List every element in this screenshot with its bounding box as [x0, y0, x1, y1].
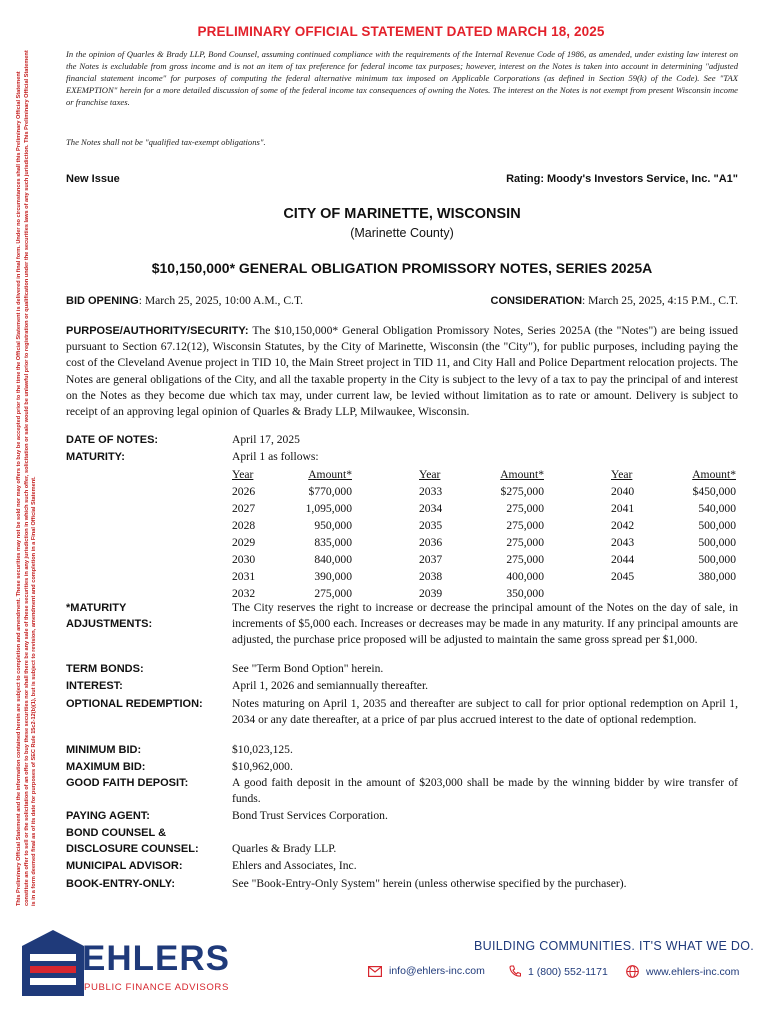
good-faith-value: A good faith deposit in the amount of $203,000 shall be made by the winning bidder by wire transfer of funds.: [232, 776, 738, 806]
table-cell: 2044: [611, 553, 635, 566]
table-cell: 840,000: [314, 553, 352, 566]
table-cell: 380,000: [698, 570, 736, 583]
table-cell: 1,095,000: [305, 502, 352, 515]
table-cell: 950,000: [314, 519, 352, 532]
interest-value: April 1, 2026 and semiannually thereafter.: [232, 679, 429, 692]
minimum-bid-label: MINIMUM BID:: [66, 744, 142, 756]
bond-counsel-label-2: DISCLOSURE COUNSEL:: [66, 843, 199, 855]
issuer-county: (Marinette County): [350, 226, 454, 240]
table-cell: 400,000: [506, 570, 544, 583]
table-cell: 350,000: [506, 587, 544, 600]
amount-header: Amount*: [692, 468, 736, 481]
year-header: Year: [232, 468, 254, 481]
table-cell: 2031: [232, 570, 256, 583]
table-cell: 2029: [232, 536, 256, 549]
optional-redemption-label: OPTIONAL REDEMPTION:: [66, 698, 203, 710]
footer-email[interactable]: [368, 965, 485, 977]
ehlers-logo: [22, 930, 230, 1000]
table-cell: 2035: [419, 519, 443, 532]
table-cell: 2038: [419, 570, 443, 583]
date-of-notes-label: DATE OF NOTES:: [66, 434, 159, 446]
phone-icon: [509, 965, 521, 978]
ehlers-mark-icon: [22, 930, 84, 996]
table-cell: 2034: [419, 502, 443, 515]
bid-opening-label: BID OPENING: [66, 295, 139, 307]
maturity-years-col2: [419, 466, 459, 602]
term-bonds-label: TERM BONDS:: [66, 663, 144, 675]
maturity-years-col3: [611, 466, 651, 585]
consideration: [491, 294, 738, 307]
paying-agent-label: PAYING AGENT:: [66, 810, 150, 822]
table-cell: 500,000: [698, 536, 736, 549]
logo-tagline: PUBLIC FINANCE ADVISORS: [84, 982, 229, 993]
table-cell: 2037: [419, 553, 443, 566]
table-cell: 2027: [232, 502, 256, 515]
table-cell: 275,000: [506, 553, 544, 566]
purpose-paragraph: [66, 323, 738, 420]
issuer-name: CITY OF MARINETTE, WISCONSIN: [283, 206, 521, 222]
side-disclaimer: This Preliminary Official Statement and the information contained herein are subject to completion and amendment. These securities may not be sold nor may offers to buy be accepted prior to the time the Official Statement is delivered in final form. Under no circumstances shall this Preliminary Official Statement constitute an offer to sell or the solicitation of an offer to buy these securities nor shall there be any sale of these securities in any jurisdiction in which such offer, solicitation or sale would be unlawful prior to registration or qualification under the securities laws of any such jurisdiction. This Preliminary Official Statement is in a form deemed final as of its date for purposes of SEC Rule 15c2-12(b)(1), but is subject to revision, amendment and completion in a Final Official Statement.: [16, 50, 38, 906]
table-cell: $450,000: [692, 485, 736, 498]
maturity-adj-label-2: ADJUSTMENTS:: [66, 618, 153, 630]
table-cell: 2042: [611, 519, 635, 532]
tax-opinion-paragraph: In the opinion of Quarles & Brady LLP, Bond Counsel, assuming continued compliance with the requirements of the Internal Revenue Code of 1986, as amended, under existing law interest on the Notes is excludable from gross income and is not an item of tax preference for federal income tax purposes; however, interest on the Notes is taken into account in determining "adjusted financial statement income" for purposes of computing the federal alternative minimum tax imposed on Applicable Corporations (as defined in Section 59(k) of the Code). See "TAX EXEMPTION" herein for a more detailed discussion of some of the federal income tax consequences of owning the Notes. The interest on the Notes is not exempt from present Wisconsin income or franchise taxes.: [66, 49, 738, 107]
offering-title: $10,150,000* GENERAL OBLIGATION PROMISSORY NOTES, SERIES 2025A: [151, 260, 653, 276]
amount-header: Amount*: [500, 468, 544, 481]
table-cell: 2033: [419, 485, 443, 498]
table-cell: 275,000: [506, 519, 544, 532]
table-cell: 2040: [611, 485, 635, 498]
maturity-amounts-col3: [666, 466, 736, 585]
table-cell: 500,000: [698, 519, 736, 532]
table-cell: 2028: [232, 519, 256, 532]
year-header: Year: [611, 468, 633, 481]
good-faith-label: GOOD FAITH DEPOSIT:: [66, 777, 189, 789]
table-cell: 390,000: [314, 570, 352, 583]
purpose-text: The $10,150,000* General Obligation Promissory Notes, Series 2025A (the "Notes") are being issued pursuant to Section 67.12(12), Wisconsin Statutes, by the City of Marinette, Wisconsin (the "City"), for public purposes, including paying the cost of the Cleveland Avenue project in TID 10, the Main Street project in TID 11, and City Hall and Police Department relocation projects. The Notes are general obligations of the City, and all the taxable property in the City is subject to the levy of a tax to pay the principal of and interest on the Notes as they become due which tax may, under current law, be levied without limitation as to rate or amount. Delivery is subject to receipt of an approving legal opinion of Quarles & Brady LLP, Milwaukee, Wisconsin.: [66, 324, 738, 419]
table-cell: 275,000: [506, 502, 544, 515]
qualified-obligation-note: The Notes shall not be "qualified tax-exempt obligations".: [66, 137, 266, 147]
globe-icon: [626, 965, 639, 978]
municipal-advisor-value: Ehlers and Associates, Inc.: [232, 859, 357, 872]
footer-slogan: BUILDING COMMUNITIES. IT'S WHAT WE DO.: [474, 939, 754, 953]
table-cell: 2039: [419, 587, 443, 600]
consideration-value: : March 25, 2025, 4:15 P.M., C.T.: [582, 294, 738, 307]
term-bonds-value: See "Term Bond Option" herein.: [232, 662, 384, 675]
table-cell: 2030: [232, 553, 256, 566]
footer-website-text: www.ehlers-inc.com: [646, 965, 740, 978]
interest-label: INTEREST:: [66, 680, 123, 692]
maturity-adj-label-1: *MATURITY: [66, 602, 127, 614]
bid-opening: [66, 294, 303, 307]
table-cell: $770,000: [308, 485, 352, 498]
table-cell: 2041: [611, 502, 635, 515]
footer-phone-text: 1 (800) 552-1171: [528, 965, 608, 978]
table-cell: 500,000: [698, 553, 736, 566]
new-issue-label: New Issue: [66, 173, 120, 185]
table-cell: 2045: [611, 570, 635, 583]
table-cell: 275,000: [314, 587, 352, 600]
paying-agent-value: Bond Trust Services Corporation.: [232, 809, 388, 822]
maximum-bid-value: $10,962,000.: [232, 760, 293, 773]
consideration-label: CONSIDERATION: [490, 295, 583, 307]
table-cell: $275,000: [500, 485, 544, 498]
bond-counsel-label-1: BOND COUNSEL &: [66, 827, 167, 839]
purpose-label: PURPOSE/AUTHORITY/SECURITY:: [66, 325, 249, 337]
date-of-notes-value: April 17, 2025: [232, 433, 300, 446]
table-cell: 275,000: [506, 536, 544, 549]
table-cell: 540,000: [698, 502, 736, 515]
table-cell: 2032: [232, 587, 256, 600]
mail-icon: [368, 966, 382, 977]
table-cell: 2026: [232, 485, 256, 498]
maximum-bid-label: MAXIMUM BID:: [66, 761, 146, 773]
maturity-amounts-col1: [282, 466, 352, 602]
footer-email-text: info@ehlers-inc.com: [389, 965, 485, 977]
table-cell: 835,000: [314, 536, 352, 549]
book-entry-value: See "Book-Entry-Only System" herein (unless otherwise specified by the purchaser).: [232, 877, 627, 890]
bond-counsel-value: Quarles & Brady LLP.: [232, 842, 337, 855]
maturity-label: MATURITY:: [66, 451, 125, 463]
bid-opening-value: : March 25, 2025, 10:00 A.M., C.T.: [138, 294, 304, 307]
year-header: Year: [419, 468, 441, 481]
page-title: PRELIMINARY OFFICIAL STATEMENT DATED MARCH 18, 2025: [197, 24, 605, 39]
maturity-amounts-col2: [474, 466, 544, 602]
footer-website[interactable]: [626, 965, 739, 978]
table-cell: 2043: [611, 536, 635, 549]
maturity-intro: April 1 as follows:: [232, 450, 319, 463]
rating-label: Rating: Moody's Investors Service, Inc. "A1": [506, 173, 738, 185]
optional-redemption-value: Notes maturing on April 1, 2035 and thereafter are subject to call for prior optional redemption on April 1, 2034 or any date thereafter, at a price of par plus accrued interest to the date of optional redemption.: [232, 697, 738, 727]
amount-header: Amount*: [308, 468, 352, 481]
maturity-adj-value: The City reserves the right to increase or decrease the principal amount of the Notes on the day of sale, in increments of $5,000 each. Increases or decreases may be made in any maturity. If any principal amounts are adjusted, the purchase price proposed will be adjusted to maintain the same gross spread per $1,000.: [232, 601, 738, 647]
footer-phone[interactable]: [509, 965, 608, 978]
table-cell: 2036: [419, 536, 443, 549]
logo-wordmark: EHLERS: [82, 939, 230, 978]
book-entry-label: BOOK-ENTRY-ONLY:: [66, 878, 175, 890]
municipal-advisor-label: MUNICIPAL ADVISOR:: [66, 860, 183, 872]
minimum-bid-value: $10,023,125.: [232, 743, 293, 756]
maturity-years-col1: [232, 466, 272, 602]
